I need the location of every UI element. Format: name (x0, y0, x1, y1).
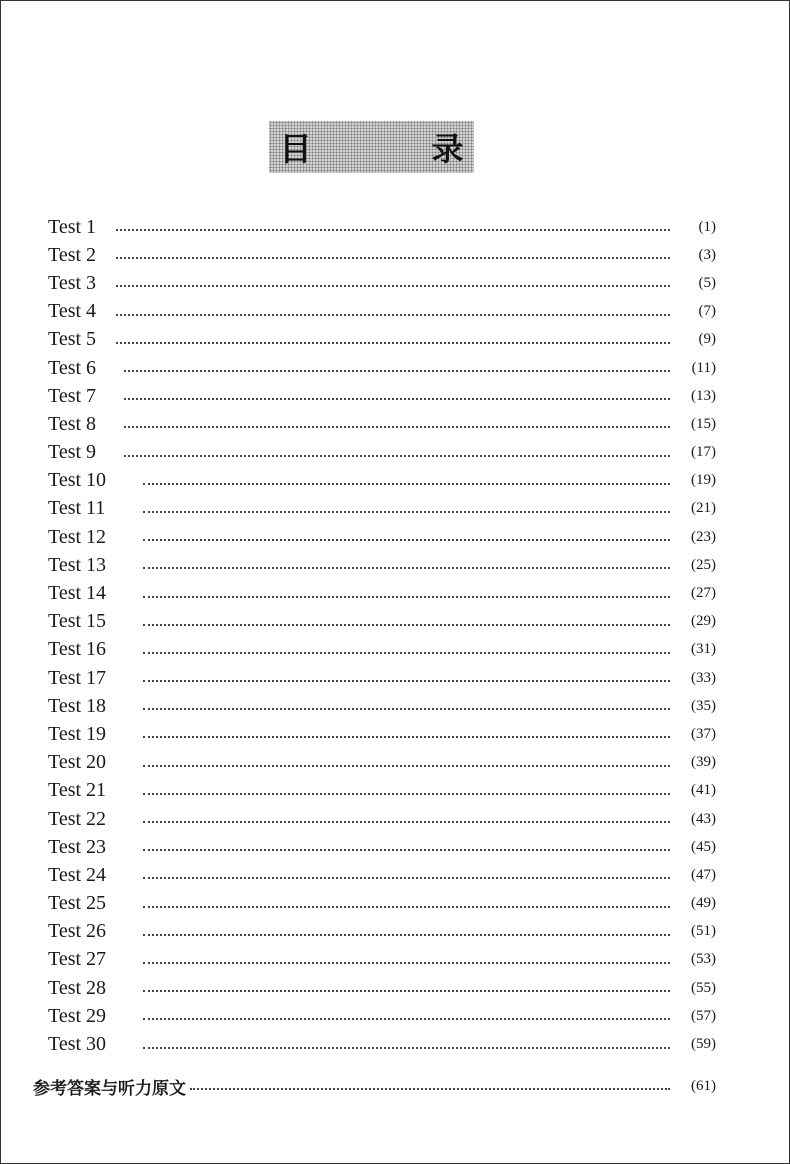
dot-leader (143, 483, 670, 485)
toc-entry[interactable] (48, 918, 716, 946)
toc-entry-page: (51) (691, 923, 716, 940)
toc-entry[interactable] (48, 298, 716, 326)
toc-entry[interactable] (48, 833, 716, 861)
toc-entry-page: (19) (691, 472, 716, 489)
toc-entry[interactable] (48, 861, 716, 889)
toc-entry[interactable] (48, 467, 716, 495)
dot-leader (143, 736, 670, 738)
toc-entry-label: Test 7 (48, 384, 97, 407)
dot-leader (116, 314, 670, 316)
toc-entry-page: (47) (691, 866, 716, 883)
toc-entry[interactable] (48, 213, 716, 241)
toc-entry-page: (5) (698, 274, 716, 291)
toc-entry-label: Test 21 (48, 779, 107, 802)
toc-entry-label: Test 10 (48, 469, 107, 492)
toc-entry-label: Test 15 (48, 610, 107, 633)
toc-entry-page: (49) (691, 895, 716, 912)
dot-leader (124, 455, 670, 457)
dot-leader (116, 229, 670, 231)
toc-entry-page: (3) (698, 246, 716, 263)
dot-leader (143, 962, 670, 964)
toc-entry[interactable] (48, 1030, 716, 1058)
toc-entry-label: Test 22 (48, 807, 107, 830)
dot-leader (143, 821, 670, 823)
toc-entry[interactable] (48, 608, 716, 636)
dot-leader (143, 990, 670, 992)
toc-entry-label: 参考答案与听力原文 (33, 1078, 186, 1099)
dot-leader (124, 398, 670, 400)
toc-entry[interactable] (48, 495, 716, 523)
dot-leader (116, 342, 670, 344)
dot-leader (143, 1018, 670, 1020)
toc-entry[interactable] (48, 269, 716, 297)
toc-entry-label: Test 12 (48, 525, 107, 548)
dot-leader (143, 906, 670, 908)
toc-entry[interactable] (48, 720, 716, 748)
toc-entry[interactable] (48, 1002, 716, 1030)
toc-entry-page: (53) (691, 951, 716, 968)
toc-entry-label: Test 19 (48, 722, 107, 745)
toc-entry-page: (43) (691, 810, 716, 827)
toc-entry-label: Test 20 (48, 751, 107, 774)
toc-entry[interactable] (48, 974, 716, 1002)
toc-entry-page: (35) (691, 697, 716, 714)
toc-entry-page: (61) (691, 1077, 716, 1094)
toc-entry-answers[interactable] (33, 1072, 716, 1100)
toc-entry-label: Test 6 (48, 356, 97, 379)
dot-leader (143, 652, 670, 654)
toc-entry-label: Test 8 (48, 412, 97, 435)
toc-entry-page: (15) (691, 415, 716, 432)
dot-leader (143, 596, 670, 598)
toc-entry-page: (59) (691, 1036, 716, 1053)
dot-leader (143, 849, 670, 851)
toc-entry-page: (23) (691, 528, 716, 545)
toc-entry[interactable] (48, 692, 716, 720)
toc-entry[interactable] (48, 382, 716, 410)
page-title: 目 录 (279, 130, 508, 168)
toc-entry-page: (55) (691, 979, 716, 996)
dot-leader (143, 765, 670, 767)
toc-entry-label: Test 9 (48, 441, 97, 464)
toc-entry-label: Test 2 (48, 243, 97, 266)
dot-leader (143, 1047, 670, 1049)
dot-leader (143, 624, 670, 626)
toc-entry-page: (25) (691, 556, 716, 573)
toc-entry-label: Test 3 (48, 271, 97, 294)
toc-entry-label: Test 30 (48, 1033, 107, 1056)
toc-entry[interactable] (48, 523, 716, 551)
toc-entry-label: Test 23 (48, 835, 107, 858)
dot-leader (143, 680, 670, 682)
dot-leader (124, 426, 670, 428)
toc-entry-page: (45) (691, 838, 716, 855)
toc-entry-label: Test 14 (48, 582, 107, 605)
toc-entry-label: Test 16 (48, 638, 107, 661)
toc-entry-label: Test 18 (48, 694, 107, 717)
toc-entry-label: Test 24 (48, 863, 107, 886)
toc-entry[interactable] (48, 241, 716, 269)
toc-entry-page: (57) (691, 1007, 716, 1024)
toc-entry[interactable] (48, 354, 716, 382)
toc-entry[interactable] (48, 410, 716, 438)
dot-leader (116, 285, 670, 287)
dot-leader (143, 708, 670, 710)
toc-entry-page: (1) (698, 218, 716, 235)
table-of-contents (48, 213, 716, 1059)
toc-entry-label: Test 26 (48, 920, 107, 943)
toc-entry-page: (7) (698, 303, 716, 320)
toc-entry-label: Test 28 (48, 976, 107, 999)
toc-entry-label: Test 5 (48, 328, 97, 351)
toc-entry-page: (9) (698, 331, 716, 348)
toc-entry-page: (29) (691, 613, 716, 630)
dot-leader (116, 257, 670, 259)
dot-leader (143, 539, 670, 541)
toc-entry-page: (27) (691, 585, 716, 602)
toc-entry-label: Test 1 (48, 215, 97, 238)
toc-entry[interactable] (48, 749, 716, 777)
dot-leader (143, 511, 670, 513)
toc-entry-label: Test 25 (48, 892, 107, 915)
toc-entry-page: (17) (691, 444, 716, 461)
dot-leader (190, 1088, 670, 1090)
toc-entry[interactable] (48, 636, 716, 664)
toc-entry-label: Test 17 (48, 666, 107, 689)
toc-entry[interactable] (48, 946, 716, 974)
toc-entry-page: (13) (691, 387, 716, 404)
toc-entry[interactable] (48, 579, 716, 607)
toc-entry-page: (41) (691, 782, 716, 799)
toc-entry[interactable] (48, 439, 716, 467)
toc-entry-page: (37) (691, 725, 716, 742)
toc-entry[interactable] (48, 664, 716, 692)
dot-leader (143, 567, 670, 569)
toc-entry-label: Test 13 (48, 553, 107, 576)
dot-leader (124, 370, 670, 372)
toc-entry-label: Test 4 (48, 300, 97, 323)
toc-entry-page: (33) (691, 669, 716, 686)
toc-entry-label: Test 11 (48, 497, 106, 520)
toc-entry-label: Test 29 (48, 1004, 107, 1027)
title-banner (269, 121, 508, 173)
toc-entry-label: Test 27 (48, 948, 107, 971)
toc-entry-page: (21) (691, 500, 716, 517)
dot-leader (143, 793, 670, 795)
dot-leader (143, 877, 670, 879)
toc-entry[interactable] (48, 551, 716, 579)
toc-entry[interactable] (48, 326, 716, 354)
toc-entry-page: (11) (691, 359, 716, 376)
dot-leader (143, 934, 670, 936)
toc-entry-page: (39) (691, 754, 716, 771)
toc-entry-page: (31) (691, 641, 716, 658)
toc-entry[interactable] (48, 805, 716, 833)
toc-entry[interactable] (48, 890, 716, 918)
toc-entry[interactable] (48, 777, 716, 805)
